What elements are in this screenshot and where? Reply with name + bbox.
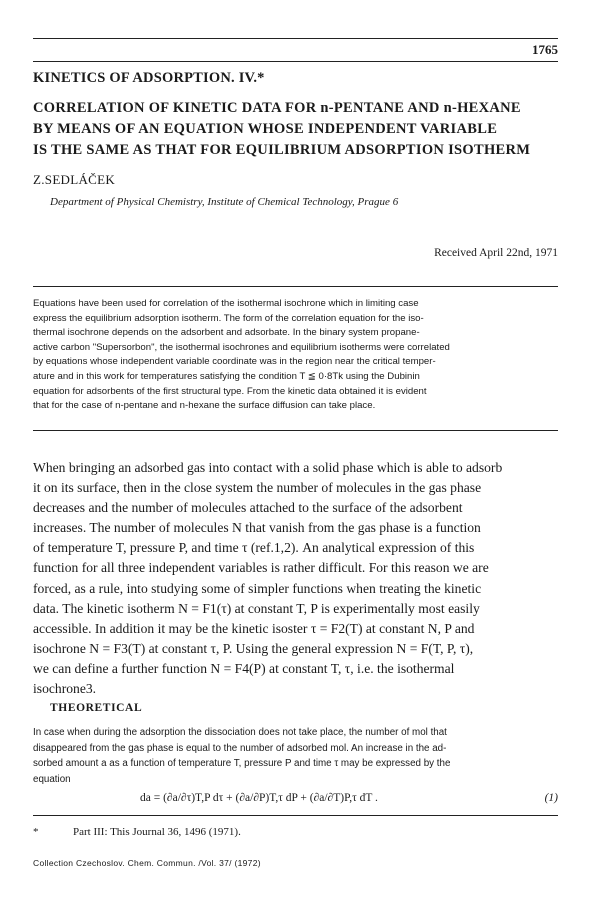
- body-line: of temperature T, pressure P, and time τ (ref.1,2). An analytical expression of this: [33, 540, 475, 556]
- body-line: accessible. In addition it may be the kinetic isoster τ = F2(T) at constant N, P and: [33, 620, 475, 636]
- theory-line: In case when during the adsorption the dissociation does not take place, the number of mol that: [33, 727, 447, 738]
- abstract-line: that for the case of n-pentane and n-hexane the surface diffusion can take place.: [33, 400, 376, 412]
- body-line: isochrone N = F3(T) at constant τ, P. Using the general expression N = F(T, P, τ),: [33, 640, 474, 656]
- received-date: Received April 22nd, 1971: [434, 247, 558, 259]
- series-title: KINETICS OF ADSORPTION. IV.*: [33, 70, 265, 86]
- body-line: forced, as a rule, into studying some of simpler functions when treating the kinetic: [33, 580, 482, 596]
- equation: da = (∂a/∂τ)T,P dτ + (∂a/∂P)T,τ dP + (∂a/∂T)P,τ dT .: [140, 792, 378, 804]
- journal-footer: Collection Czechoslov. Chem. Commun. /Vol. 37/ (1972): [33, 858, 261, 868]
- abstract-line: ature and in this work for temperatures satisfying the condition T ≦ 0·8Tk using the Dubinin: [33, 370, 420, 382]
- footnote-marker: *: [33, 826, 39, 838]
- footnote: [33, 826, 241, 838]
- title-line: CORRELATION OF KINETIC DATA FOR n-PENTANE AND n-HEXANE: [33, 100, 521, 116]
- abstract-line: Equations have been used for correlation of the isothermal isochrone which in limiting case: [33, 298, 419, 309]
- abstract-line: by equations whose independent variable coordinate was in the region near the critical temper-: [33, 356, 436, 368]
- abstract-bottom-rule: [33, 430, 558, 431]
- abstract: [33, 297, 561, 414]
- abstract-line: express the equilibrium adsorption isotherm. The form of the correlation equation for the iso-: [33, 312, 424, 324]
- footnote-rule: [33, 815, 558, 816]
- body-line: function for all three independent variables is rather difficult. For this reason we are: [33, 560, 489, 576]
- theoretical-paragraph: [33, 725, 563, 787]
- abstract-top-rule: [33, 286, 558, 287]
- top-rule: [33, 38, 558, 39]
- theory-line: disappeared from the gas phase is equal to the number of adsorbed mol. An increase in the ad-: [33, 742, 447, 754]
- body-line: it on its surface, then in the close system the number of molecules in the gas phase: [33, 480, 482, 496]
- body-line: increases. The number of molecules N that vanish from the gas phase is a function: [33, 520, 481, 536]
- section-heading: THEORETICAL: [50, 702, 143, 714]
- title-line: IS THE SAME AS THAT FOR EQUILIBRIUM ADSORPTION ISOTHERM: [33, 142, 531, 158]
- theory-line: equation: [33, 773, 71, 785]
- body-line: data. The kinetic isotherm N = F1(τ) at constant T, P is experimentally most easily: [33, 600, 480, 616]
- title-line: BY MEANS OF AN EQUATION WHOSE INDEPENDENT VARIABLE: [33, 121, 498, 137]
- affiliation: Department of Physical Chemistry, Institute of Chemical Technology, Prague 6: [50, 196, 399, 208]
- abstract-line: equation for adsorbents of the first structural type. From the kinetic data obtained it is evident: [33, 385, 427, 397]
- abstract-line: thermal isochrone depends on the adsorbent and adsorbate. In the binary system propane-: [33, 327, 420, 339]
- page-number: 1765: [532, 42, 558, 57]
- body-line: decreases and the number of molecules attached to the surface of the adsorbent: [33, 500, 463, 516]
- body-line: When bringing an adsorbed gas into contact with a solid phase which is able to adsorb: [33, 460, 503, 475]
- equation-number: (1): [544, 792, 558, 804]
- footnote-text: Part III: This Journal 36, 1496 (1971).: [73, 826, 241, 838]
- introduction-paragraph: [33, 458, 563, 699]
- author: Z.SEDLÁČEK: [33, 172, 116, 187]
- body-line: we can define a further function N = F4(P) at constant T, τ, i.e. the isothermal: [33, 660, 455, 676]
- header-rule: [33, 61, 558, 62]
- theory-line: sorbed amount a as a function of temperature T, pressure P and time τ may be expressed by the: [33, 758, 451, 769]
- body-line: isochrone3.: [33, 681, 97, 697]
- article-title: [33, 98, 563, 161]
- abstract-line: active carbon "Supersorbon", the isothermal isochrones and equilibrium isotherms were correlated: [33, 341, 450, 353]
